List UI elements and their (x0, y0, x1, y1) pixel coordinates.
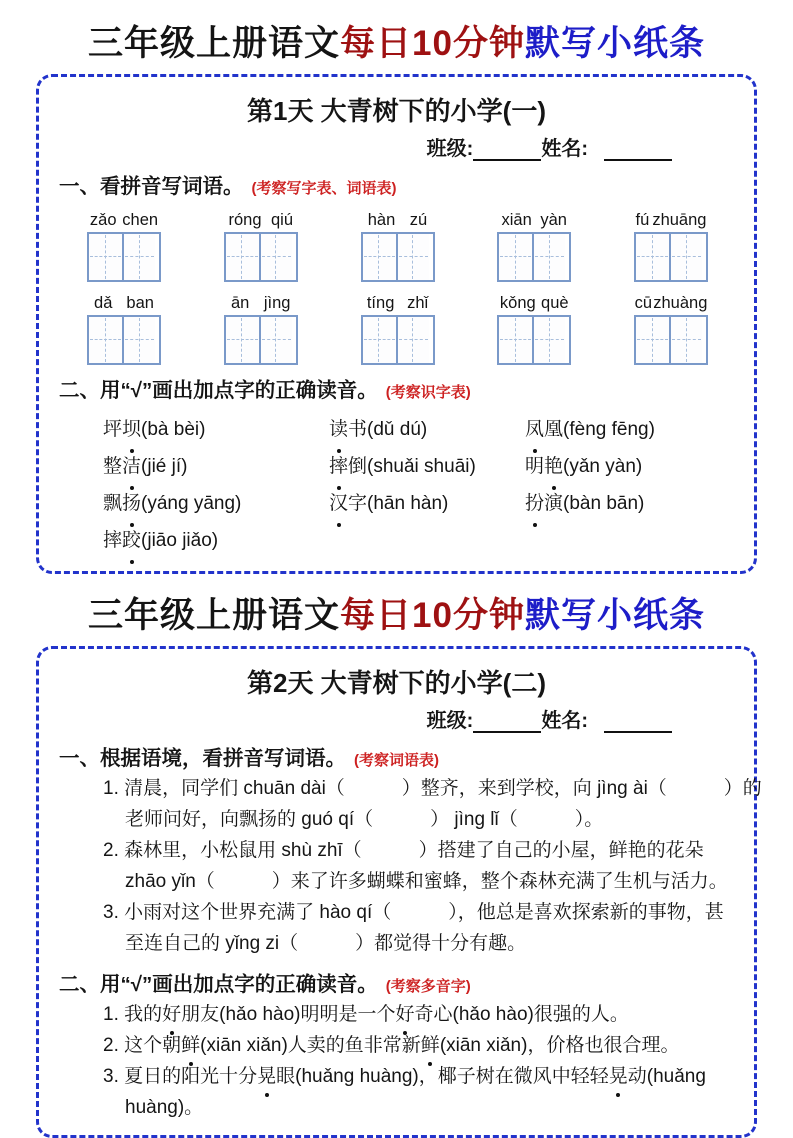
pinyin-word-group (224, 211, 298, 282)
question1-label: 一、根据语境，看拼音写词语。 (59, 747, 346, 770)
question1-label: 一、看拼音写词语。 (59, 175, 244, 198)
writing-cell (396, 234, 429, 280)
pinyin-labels (361, 211, 435, 230)
pinyin-syllable: fú (635, 211, 650, 229)
word-part: 整 (103, 456, 123, 477)
writing-grid (497, 232, 571, 282)
dotted-char: 好 (162, 999, 181, 1030)
dotted-char: 坝 (122, 411, 141, 448)
class-blank-line (473, 711, 541, 733)
polyphone-paragraph (103, 999, 734, 1123)
word-part: 坪 (103, 419, 123, 440)
option-item (525, 485, 734, 522)
writing-grid (634, 315, 708, 365)
question2-note: (考察多音字) (385, 978, 471, 995)
writing-cell (669, 317, 702, 363)
writing-grid (634, 232, 708, 282)
worksheet-card-day2 (36, 646, 762, 1138)
question2-label: 二、用“√”画出加点字的正确读音。 (59, 973, 378, 996)
text-segment: (xiān xiǎn)，价格也很合理。 (439, 1035, 680, 1056)
pinyin-word-group (87, 294, 161, 365)
writing-grid (361, 315, 435, 365)
dotted-char: 汉 (329, 485, 348, 522)
pinyin-word-group (497, 294, 571, 365)
pinyin-choices: (yáng yāng) (141, 493, 242, 514)
pinyin-syllable: zhuāng (652, 211, 707, 229)
pinyin-choices: (fèng fēng) (563, 419, 655, 440)
writing-grid (497, 315, 571, 365)
class-label: 班级: (426, 710, 474, 732)
word-part: 书 (348, 419, 368, 440)
pinyin-choices: (jiāo jiǎo) (141, 530, 219, 551)
writing-cell (226, 317, 259, 363)
word-part: 倒 (348, 456, 368, 477)
writing-cell (226, 234, 259, 280)
text-segment: (xiān xiǎn)人卖的鱼非常新 (200, 1035, 421, 1056)
pinyin-syllable: cū (634, 294, 653, 312)
pinyin-labels (634, 211, 708, 230)
dotted-char: 晃 (257, 1061, 276, 1092)
pinyin-syllable: ban (126, 294, 154, 312)
writing-cell (499, 317, 532, 363)
writing-grid (87, 232, 161, 282)
name-label: 姓名: (541, 710, 588, 732)
pinyin-syllable: xiān (501, 211, 532, 229)
pinyin-syllable: kǒng (499, 294, 536, 312)
pinyin-syllable: què (541, 294, 569, 312)
pinyin-syllable: hàn (367, 211, 396, 229)
pinyin-choices: (shuǎi shuāi) (367, 456, 476, 477)
text-segment: huàng)。 (125, 1097, 204, 1118)
writing-cell (636, 317, 669, 363)
dotted-char: 凤 (525, 411, 544, 448)
word-part: 明 (525, 456, 545, 477)
text-segment: 3. 夏日的阳光十分 (103, 1066, 258, 1087)
pinyin-row-1 (59, 211, 734, 282)
page-title (0, 588, 793, 638)
pinyin-labels (497, 294, 571, 313)
pinyin-syllable: chen (122, 211, 159, 229)
options-column-2 (329, 411, 525, 559)
question2-note: (考察识字表) (385, 384, 471, 401)
title-part-daily: 每日10分钟 (340, 596, 525, 635)
sentence-line: zhāo yǐn（ ）来了许多蝴蝶和蜜蜂，整个森林充满了生机与活力。 (125, 871, 728, 892)
class-label: 班级: (426, 138, 474, 160)
sentence-line: 老师问好，向飘扬的 guó qí（ ） jìng lǐ（ ）。 (125, 809, 604, 830)
option-item (329, 448, 525, 485)
option-item (525, 411, 734, 448)
writing-cell (259, 317, 292, 363)
text-segment: 朋友(hǎo hào)明明是一个 (181, 1004, 396, 1025)
worksheet-card-day1 (36, 74, 757, 574)
writing-cell (499, 234, 532, 280)
title-part-grade: 三年级上册语文 (88, 24, 341, 63)
word-part: 字 (348, 493, 368, 514)
pinyin-labels (224, 294, 298, 313)
writing-cell (259, 234, 292, 280)
pinyin-syllable: zǎo (89, 211, 117, 229)
pinyin-choices: (yǎn yàn) (563, 456, 643, 477)
sentence-line: 2. 森林里，小松鼠用 shù zhī（ ）搭建了自己的小屋，鲜艳的花朵 (103, 840, 704, 861)
writing-cell (89, 234, 122, 280)
option-item (329, 411, 525, 448)
writing-cell (122, 234, 155, 280)
writing-cell (89, 317, 122, 363)
class-name-row (59, 132, 734, 161)
writing-cell (122, 317, 155, 363)
text-segment: 动(huǎng (627, 1066, 706, 1087)
pinyin-labels (87, 294, 161, 313)
sentence-line (103, 999, 734, 1030)
pinyin-syllable: jìng (263, 294, 291, 312)
pinyin-syllable: zú (409, 211, 428, 229)
pinyin-choices: (hān hàn) (367, 493, 449, 514)
writing-cell (669, 234, 702, 280)
word-part: 凰 (544, 419, 564, 440)
dotted-char: 鲜 (181, 1030, 200, 1061)
option-item (103, 522, 329, 559)
pinyin-labels (361, 294, 435, 313)
word-part: 演 (544, 493, 564, 514)
question1-header (59, 741, 734, 771)
context-fill-paragraph (103, 773, 762, 959)
word-part: 飘 (103, 493, 123, 514)
day1-title: 第1天 大青树下的小学(一) (246, 96, 546, 126)
pinyin-syllable: tíng (366, 294, 395, 312)
writing-cell (532, 234, 565, 280)
writing-cell (363, 234, 396, 280)
pinyin-row-2 (59, 294, 734, 365)
text-segment: 1. 我的 (103, 1004, 163, 1025)
pinyin-word-group (634, 211, 708, 282)
question2-header (59, 373, 734, 403)
pinyin-labels (634, 294, 708, 313)
question1-header (59, 169, 734, 199)
dotted-char: 扬 (122, 485, 141, 522)
writing-cell (363, 317, 396, 363)
option-item (103, 448, 329, 485)
writing-cell (636, 234, 669, 280)
pinyin-syllable: zhǐ (407, 294, 429, 312)
pinyin-labels (87, 211, 161, 230)
pinyin-choices: (bà bèi) (141, 419, 206, 440)
sentence-line (125, 1092, 734, 1123)
question2-header (59, 967, 734, 997)
pinyin-word-group (634, 294, 708, 365)
pinyin-choices: (jié jí) (141, 456, 188, 477)
word-part: 摔 (103, 530, 123, 551)
pinyin-labels (224, 211, 298, 230)
page-title (0, 16, 793, 66)
dotted-char: 艳 (544, 448, 563, 485)
pinyin-syllable: zhuàng (653, 294, 708, 312)
dotted-char: 晃 (609, 1061, 628, 1092)
pinyin-word-group (361, 294, 435, 365)
pinyin-syllable: ān (231, 294, 250, 312)
sentence-line: 至连自己的 yǐng zi（ ）都觉得十分有趣。 (125, 933, 527, 954)
day2-title: 第2天 大青树下的小学(二) (246, 668, 546, 698)
pinyin-syllable: qiú (270, 211, 294, 229)
pinyin-word-group (224, 294, 298, 365)
option-item (329, 485, 525, 522)
name-label: 姓名: (541, 138, 588, 160)
pinyin-choices: (dǔ dú) (367, 419, 428, 440)
sentence-line (103, 1030, 734, 1061)
dotted-char: 读 (329, 411, 348, 448)
pinyin-choices: (bàn bān) (563, 493, 645, 514)
class-blank-line (473, 139, 541, 161)
dotted-char: 洁 (122, 448, 141, 485)
writing-grid (361, 232, 435, 282)
title-part-dictation: 默写小纸条 (524, 596, 705, 635)
dotted-char: 跤 (122, 522, 141, 559)
sentence-line: 3. 小雨对这个世界充满了 hào qí（ ），他总是喜欢探索新的事物，甚 (103, 902, 724, 923)
dotted-char: 摔 (329, 448, 348, 485)
worksheet-page (0, 16, 793, 1138)
pinyin-syllable: dǎ (94, 294, 113, 312)
option-item (103, 485, 329, 522)
question1-note: (考察写字表、词语表) (251, 180, 397, 197)
dotted-char: 扮 (525, 485, 544, 522)
option-item (525, 448, 734, 485)
text-segment: 眼(huǎng huàng)，椰子树在微风中轻轻 (276, 1066, 609, 1087)
text-segment: 2. 这个朝 (103, 1035, 182, 1056)
question1-note: (考察词语表) (354, 752, 439, 769)
class-name-row (59, 704, 734, 733)
dotted-char: 鲜 (421, 1030, 440, 1061)
options-column-3 (525, 411, 734, 559)
pinyin-word-group (361, 211, 435, 282)
pinyin-syllable: róng (228, 211, 262, 229)
pinyin-syllable: yàn (540, 211, 567, 229)
sentence-line: 1. 清晨，同学们 chuān dài（ ）整齐，来到学校，向 jìng ài（ ）的 (103, 778, 762, 799)
writing-grid (224, 232, 298, 282)
dotted-char: 好 (395, 999, 414, 1030)
writing-grid (224, 315, 298, 365)
writing-grid (87, 315, 161, 365)
pinyin-word-group (87, 211, 161, 282)
pinyin-word-group (497, 211, 571, 282)
sentence-line (103, 1061, 734, 1092)
option-item (103, 411, 329, 448)
pinyin-labels (497, 211, 571, 230)
title-part-grade: 三年级上册语文 (88, 596, 341, 635)
options-column-1 (103, 411, 329, 559)
title-part-dictation: 默写小纸条 (524, 24, 705, 63)
writing-cell (532, 317, 565, 363)
writing-cell (396, 317, 429, 363)
title-part-daily: 每日10分钟 (340, 24, 525, 63)
name-blank-line (604, 711, 672, 733)
pronunciation-options (59, 411, 734, 559)
name-blank-line (604, 139, 672, 161)
question2-label: 二、用“√”画出加点字的正确读音。 (59, 379, 378, 402)
text-segment: 奇心(hǎo hào)很强的人。 (414, 1004, 629, 1025)
